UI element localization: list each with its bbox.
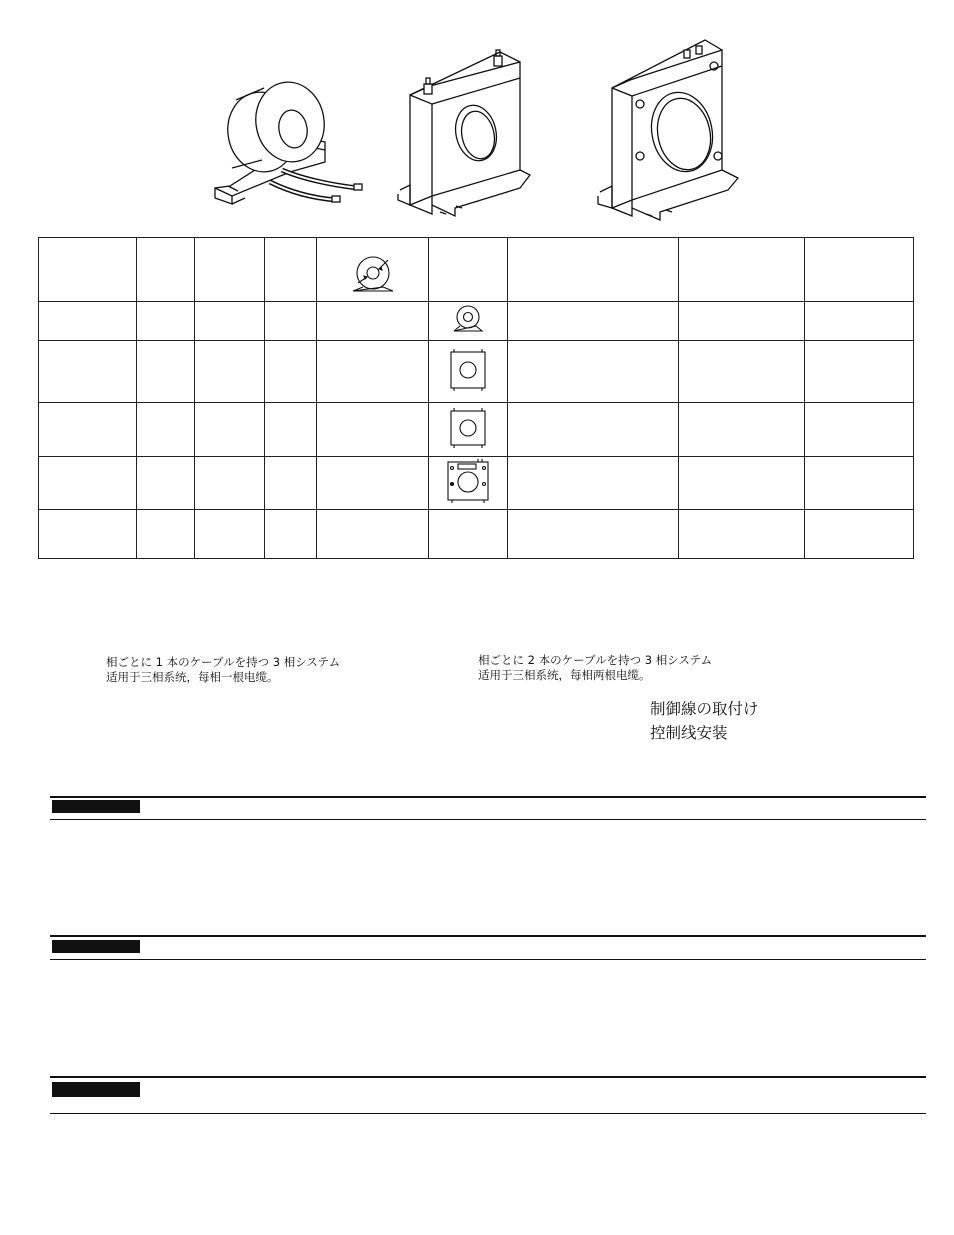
table-cell (265, 238, 317, 302)
table-cell (137, 403, 195, 457)
table-cell (429, 238, 508, 302)
table-row (39, 341, 914, 403)
table-cell (805, 238, 914, 302)
band-bottom-rule (50, 819, 926, 820)
table-cell (317, 341, 429, 403)
table-cell (265, 302, 317, 341)
table-cell (508, 457, 679, 510)
toroid-ct-with-leads-icon (215, 77, 362, 204)
caption-right-ja: 相ごとに 2 本のケーブルを持つ 3 相システム (478, 653, 713, 667)
table-cell (429, 510, 508, 559)
table-cell (195, 238, 265, 302)
table-cell (137, 510, 195, 559)
table-cell (39, 457, 137, 510)
table-cell (137, 238, 195, 302)
table-cell (805, 510, 914, 559)
control-wire-heading-zh: 控制线安装 (650, 724, 728, 742)
table-cell (429, 302, 508, 341)
table-cell (195, 302, 265, 341)
ct-spec-table (38, 237, 914, 559)
square-ct-large-outline-icon (444, 458, 492, 504)
table-cell (39, 302, 137, 341)
table-cell (679, 510, 805, 559)
table-cell (679, 341, 805, 403)
caption-left-ja: 相ごとに 1 本のケーブルを持つ 3 相システム (106, 655, 341, 669)
table-cell (137, 341, 195, 403)
band-label-block (52, 1082, 140, 1097)
table-cell (508, 510, 679, 559)
band-top-rule (50, 935, 926, 937)
caption-left-zh: 适用于三相系统，每相一根电缆。 (106, 670, 279, 684)
table-header-row (39, 238, 914, 302)
table-cell (429, 457, 508, 510)
table-cell (508, 238, 679, 302)
band-top-rule (50, 796, 926, 798)
table-row (39, 457, 914, 510)
table-cell (508, 302, 679, 341)
table-cell (39, 238, 137, 302)
control-wire-heading-ja: 制御線の取付け (650, 700, 759, 718)
table-cell (137, 302, 195, 341)
table-cell (39, 403, 137, 457)
band-top-rule (50, 1076, 926, 1078)
table-cell (805, 457, 914, 510)
table-cell (805, 403, 914, 457)
table-cell (429, 341, 508, 403)
window-diameter-icon (343, 253, 403, 297)
band-label-block (52, 940, 140, 953)
band-bottom-rule (50, 1113, 926, 1114)
band-bottom-rule (50, 959, 926, 960)
table-cell (265, 510, 317, 559)
table-cell (317, 302, 429, 341)
table-cell (679, 238, 805, 302)
product-illustrations (0, 0, 954, 230)
table-cell (679, 457, 805, 510)
table-cell (195, 457, 265, 510)
table-row (39, 403, 914, 457)
table-cell (265, 403, 317, 457)
table-cell (39, 510, 137, 559)
table-cell (317, 510, 429, 559)
table-cell (317, 238, 429, 302)
table-cell (679, 403, 805, 457)
table-cell (195, 403, 265, 457)
table-cell (805, 302, 914, 341)
square-ct-large-icon (598, 0, 738, 220)
table-row (39, 302, 914, 341)
table-cell (317, 403, 429, 457)
table-cell (805, 341, 914, 403)
table-row (39, 510, 914, 559)
table-cell (429, 403, 508, 457)
table-cell (508, 341, 679, 403)
table-cell (508, 403, 679, 457)
table-cell (679, 302, 805, 341)
table-cell (317, 457, 429, 510)
square-ct-outline-icon (446, 406, 490, 450)
caption-right-zh: 适用于三相系统，每相两根电缆。 (478, 668, 651, 682)
square-ct-outline-icon (446, 347, 490, 393)
table-cell (195, 341, 265, 403)
band-label-block (52, 800, 140, 813)
table-cell (137, 457, 195, 510)
toroid-ct-outline-icon (448, 303, 488, 335)
square-ct-small-icon (398, 50, 530, 216)
table-cell (195, 510, 265, 559)
table-cell (39, 341, 137, 403)
table-cell (265, 457, 317, 510)
table-cell (265, 341, 317, 403)
